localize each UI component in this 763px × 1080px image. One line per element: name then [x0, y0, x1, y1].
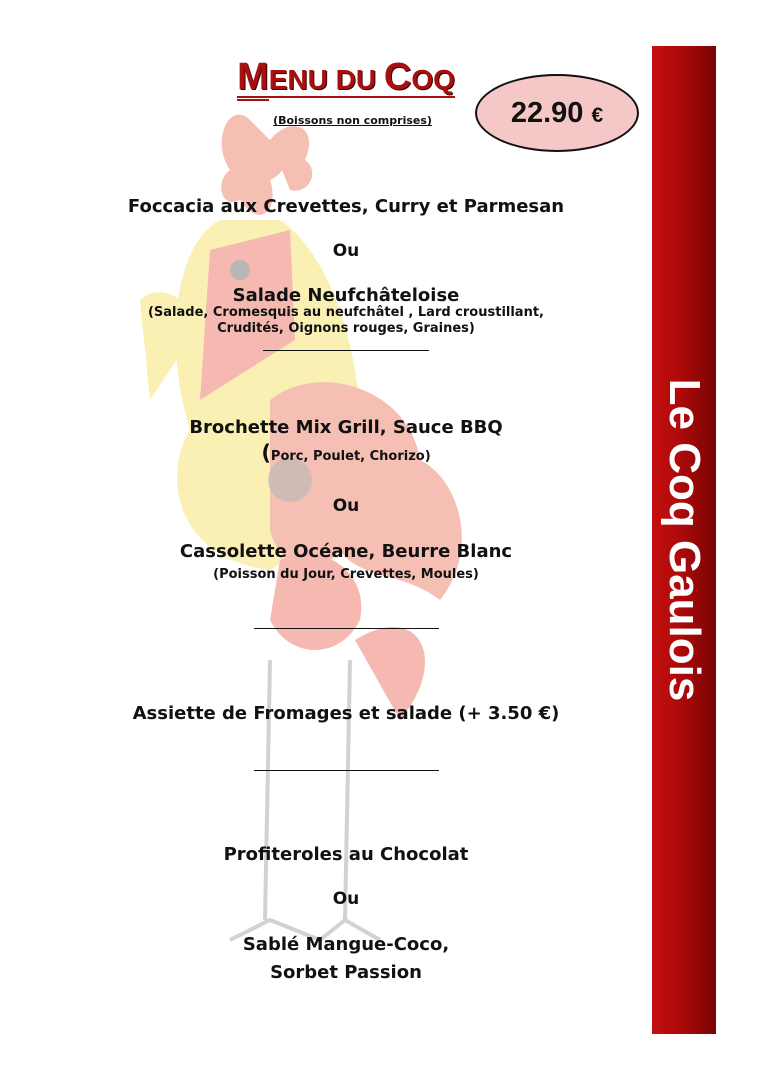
main-option-2-desc: (Poisson du Jour, Crevettes, Moules): [213, 567, 479, 582]
price-amount: 22.90: [510, 97, 584, 129]
section-divider-3: [254, 770, 439, 771]
menu-title: MENU DU COQ: [0, 56, 692, 99]
drinks-note-text: (Boissons non comprises): [273, 114, 432, 127]
rooster-watermark-illustration: [120, 100, 500, 960]
main-option-1: Brochette Mix Grill, Sauce BBQ: [189, 417, 503, 438]
starter-option-2: Salade Neufchâteloise: [232, 285, 460, 306]
dessert-option-1: Profiteroles au Chocolat: [223, 844, 469, 865]
starter-option-1: Foccacia aux Crevettes, Curry et Parmesan: [127, 196, 565, 217]
menu-price-badge: [475, 74, 639, 152]
section-divider-1: [263, 350, 429, 351]
section-divider-2: [254, 628, 439, 629]
price-currency: €: [591, 104, 604, 127]
dessert-option-2-line-2: Sorbet Passion: [270, 962, 422, 983]
starter-or: Ou: [332, 241, 360, 261]
main-option-1-desc: [0, 441, 692, 465]
main-or: Ou: [332, 496, 360, 516]
dessert-option-2-line-1: Sablé Mangue-Coco,: [242, 934, 450, 955]
dessert-or: Ou: [332, 889, 360, 909]
cheese-option: Assiette de Fromages et salade (+ 3.50 €): [132, 703, 560, 724]
main-option-1-paren: (: [261, 441, 271, 465]
main-option-1-desc-text: Porc, Poulet, Chorizo): [270, 449, 431, 464]
starter-option-2-desc-1: (Salade, Cromesquis au neufchâtel , Lard croustillant,: [147, 305, 544, 320]
main-option-2: Cassolette Océane, Beurre Blanc: [179, 541, 513, 562]
restaurant-name: Le Coq Gaulois: [660, 378, 709, 702]
starter-option-2-desc-2: Crudités, Oignons rouges, Graines): [217, 321, 475, 336]
